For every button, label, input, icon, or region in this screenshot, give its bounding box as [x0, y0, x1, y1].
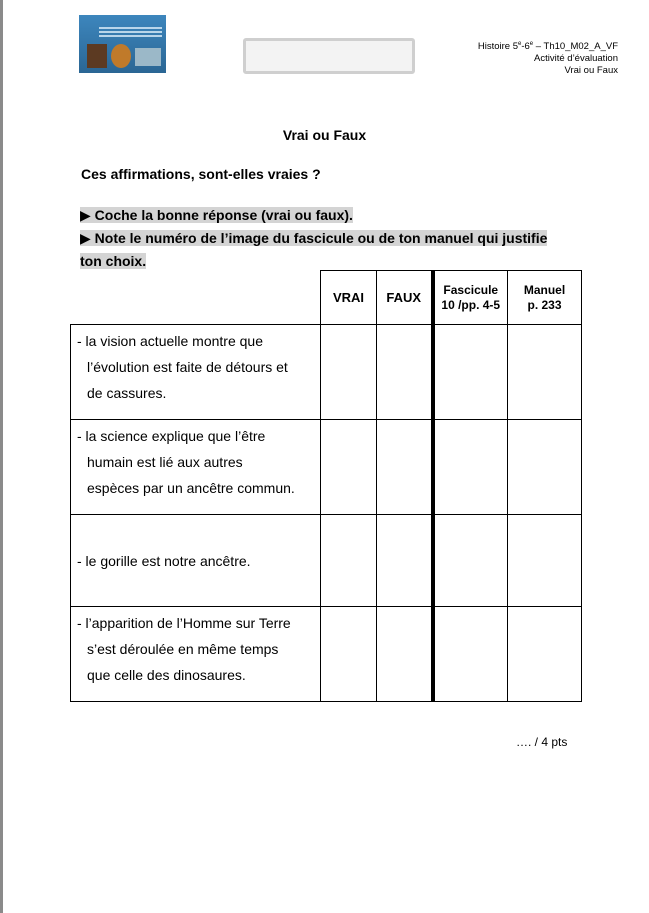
page-title: Vrai ou Faux [282, 127, 367, 143]
cell-manuel[interactable] [508, 515, 582, 607]
textbook-logo [79, 15, 166, 73]
statement-1: - la vision actuelle montre que l’évolution est faite de détours et de cassures. [71, 325, 321, 420]
table-row [71, 325, 582, 420]
table-header-row [71, 271, 582, 325]
statement-2: - la science explique que l’être humain est lié aux autres espèces par un ancêtre commun. [71, 420, 321, 515]
table-row [71, 515, 582, 607]
cell-faux[interactable] [377, 515, 433, 607]
cell-fascicule[interactable] [433, 515, 508, 607]
cell-vrai[interactable] [321, 420, 377, 515]
cell-vrai[interactable] [321, 607, 377, 702]
cell-manuel[interactable] [508, 607, 582, 702]
instruction-1: ▶ Coche la bonne réponse (vrai ou faux). [80, 207, 353, 223]
cell-vrai[interactable] [321, 325, 377, 420]
table-row [71, 607, 582, 702]
table-row [71, 420, 582, 515]
cell-manuel[interactable] [508, 420, 582, 515]
cell-fascicule[interactable] [433, 420, 508, 515]
header-fascicule: Fascicule 10 /pp. 4-5 [433, 271, 508, 325]
cell-faux[interactable] [377, 420, 433, 515]
cell-fascicule[interactable] [433, 607, 508, 702]
question: Ces affirmations, sont-elles vraies ? [81, 166, 321, 182]
statement-3: - le gorille est notre ancêtre. [71, 515, 321, 607]
cell-manuel[interactable] [508, 325, 582, 420]
statement-4: - l’apparition de l’Homme sur Terre s’est déroulée en même temps que celle des dinosaures. [71, 607, 321, 702]
instructions [80, 204, 550, 273]
cell-faux[interactable] [377, 607, 433, 702]
header-type: Vrai ou Faux [564, 65, 618, 77]
header-manuel: Manuel p. 233 [508, 271, 582, 325]
score: …. / 4 pts [516, 735, 568, 749]
cell-vrai[interactable] [321, 515, 377, 607]
header-activity: Activité d’évaluation [534, 53, 618, 65]
logo-photo-3 [135, 48, 161, 66]
logo-photo-2 [111, 44, 131, 68]
header-vrai: VRAI [321, 271, 377, 325]
blurred-stamp [243, 38, 415, 74]
header-faux: FAUX [377, 271, 433, 325]
cell-faux[interactable] [377, 325, 433, 420]
instruction-2: ▶ Note le numéro de l’image du fascicule ou de ton manuel qui justifie ton choix. [80, 230, 548, 269]
header-course-code: Histoire 5e-6e – Th10_M02_A_VF [477, 41, 618, 53]
document-header [478, 38, 618, 77]
answer-table [70, 270, 582, 702]
logo-photo-1 [87, 44, 107, 68]
cell-fascicule[interactable] [433, 325, 508, 420]
